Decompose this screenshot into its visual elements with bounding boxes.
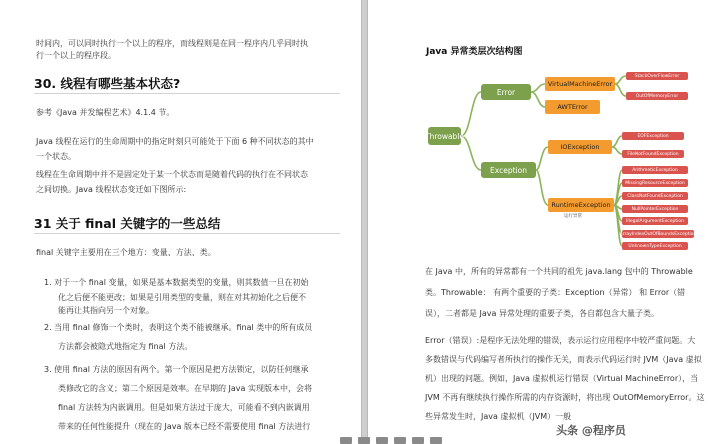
list-item-line: 3. 使用 final 方法的原因有两个。第一个原因是把方法锁定，以防任何继承 [44, 365, 309, 374]
paragraph-line: 些异常发生时，Java 虚拟机（JVM）一般 [425, 412, 572, 421]
list-item-line: final 方法转为内嵌调用。但是如果方法过于庞大，可能看不到内嵌调用 [58, 403, 310, 412]
connector-throwable-exception [461, 136, 481, 170]
paragraph-line: 类。Throwable： 有两个重要的子类：Exception（异常） 和 Error（错 [425, 288, 686, 297]
paragraph-line: 在 Java 中，所有的异常都有一个共同的祖先 java.lang 包中的 Throwable [425, 267, 693, 276]
top-text-line: 时间内，可以同时执行一个以上的程序，而线程则是在同一程序内几乎同时执 [36, 39, 308, 48]
node-awt-error: AWTError [545, 100, 600, 114]
connector-vme-so [615, 76, 626, 84]
heading-30: 30. 线程有哪些基本状态? [34, 76, 181, 91]
toolbar-button-icon[interactable] [412, 437, 424, 444]
node-class-not-found-exception: ClassNotFoundException [622, 192, 688, 200]
node-virtual-machine-error: VirtualMachineError [545, 77, 615, 91]
toolbar-button-icon[interactable] [430, 437, 442, 444]
node-null-pointer-exception: NullPointerException [622, 205, 688, 213]
list-item-line: 类修改它的含义；第二个原因是效率。在早期的 Java 实现版本中，会将 [58, 384, 312, 393]
node-file-not-found-exception: FileNotFoundException [622, 150, 684, 158]
paragraph-line: Error（错误）:是程序无法处理的错误，表示运行应用程序中较严重问题。大 [425, 336, 696, 345]
toolbar-button-icon[interactable] [394, 437, 406, 444]
connector-exception-runtime [536, 170, 548, 205]
node-arithmetic-exception: ArithmeticException [622, 166, 688, 174]
connector-throwable-error [461, 92, 481, 136]
heading-rule [34, 233, 340, 234]
paragraph-line: 误），二者都是 Java 异常处理的重要子类，各自都包含大量子类。 [425, 309, 659, 318]
heading-rule [34, 93, 340, 94]
watermark: 头条 @程序员 [556, 424, 626, 437]
connector-exception-io [536, 147, 548, 170]
top-text-line: 行一个以上的程序段。 [36, 51, 116, 60]
diagram-title: Java 异常类层次结构图 [426, 47, 523, 57]
node-runtime-exception: RuntimeException [548, 198, 614, 212]
paragraph-line: JVM 不再有继续执行操作所需的内存资源时，将出现 OutOfMemoryError。这 [425, 393, 705, 402]
paragraph-line: Java 线程在运行的生命周期中的指定时刻只可能处于下面 6 种不同状态的其中 [36, 137, 314, 146]
toolbar-button-icon[interactable] [376, 437, 388, 444]
connector-error-awt [531, 92, 545, 107]
node-missing-resource-exception: MissingResourceException [622, 179, 688, 187]
node-stack-overflow-error: StackOverFlowError [626, 72, 688, 80]
node-illegal-argument-exception: IllegalArgumentException [622, 217, 688, 225]
node-error: Error [481, 84, 531, 100]
paragraph-line: 多数错误与代码编写者所执行的操作无关，而表示代码运行时 JVM（Java 虚拟 [425, 355, 702, 364]
paragraph-line: 之间切换。Java 线程状态变迁如下图所示: [36, 185, 187, 194]
reference-text: 参考《Java 并发编程艺术》4.1.4 节。 [36, 108, 175, 117]
node-unknown-type-exception: UnknownTypeException [622, 242, 688, 250]
connector-io-fnf [612, 147, 622, 154]
right-page [368, 0, 720, 444]
connector-io-eof [612, 136, 622, 147]
list-item-line: 带来的任何性能提升（现在的 Java 版本已经不需要使用 final 方法进行 [58, 422, 311, 431]
list-item-line: 2. 当用 final 修饰一个类时，表明这个类不能被继承。final 类中的所有成员 [44, 323, 313, 332]
list-item-line: 方法都会被隐式地指定为 final 方法。 [58, 342, 193, 351]
toolbar-button-icon[interactable] [340, 437, 352, 444]
paragraph-line: 机）出现的问题。例如，Java 虚拟机运行错误（Virtual MachineError），当 [425, 374, 699, 383]
connector-vme-oom [615, 84, 626, 96]
heading-31: 31 关于 final 关键字的一些总结 [34, 216, 221, 231]
node-out-of-memory-error: OutOfMemoryError [626, 92, 688, 100]
node-throwable: Throwable [428, 127, 461, 145]
page-gutter [361, 0, 368, 444]
paragraph-line: 一个状态。 [36, 152, 76, 161]
node-eof-exception: EOFException [622, 132, 684, 140]
connector-error-vme [531, 84, 545, 92]
runtime-note: 运行异常 [564, 214, 582, 219]
node-io-exception: IOException [548, 140, 612, 154]
paragraph-line: 线程在生命周期中并不是固定处于某一个状态而是随着代码的执行在不同状态 [36, 170, 308, 179]
node-exception: Exception [481, 162, 536, 178]
list-item-line: 1. 对于一个 final 变量，如果是基本数据类型的变量，则其数值一旦在初始 [44, 278, 309, 287]
list-item-line: 化之后便不能更改；如果是引用类型的变量，则在对其初始化之后便不 [58, 293, 306, 302]
paragraph-line: final 关键字主要用在三个地方：变量、方法、类。 [36, 248, 216, 257]
toolbar-button-icon[interactable] [358, 437, 370, 444]
viewer-toolbar [340, 436, 550, 444]
list-item-line: 能再让其指向另一个对象。 [58, 306, 154, 315]
node-array-index-out-of-bounds-exception: ArrayIndexOutOfBoundsException [619, 231, 697, 237]
